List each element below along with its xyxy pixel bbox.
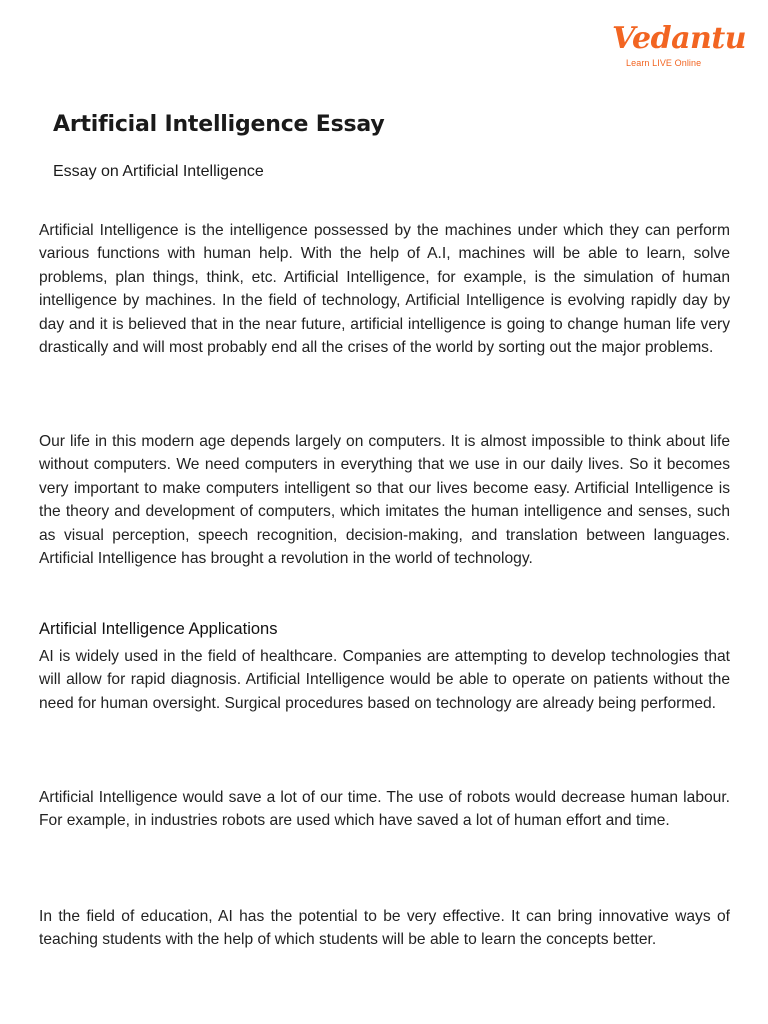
logo-tagline: Learn LIVE Online <box>626 58 702 68</box>
paragraph-modern-life: Our life in this modern age depends largely on computers. It is almost impossible to think about life without computers. We need computers in everything that we use in our daily lives. So it becomes very important to make computers intelligent so that our lives become easy. Artificial Intelligence is the theory and development of computers, which imitates the human intelligence and senses, such as visual perception, speech recognition, decision-making, and translation between languages. Artificial Intelligence has brought a revolution in the world of technology. <box>39 433 730 568</box>
paragraph-education: In the field of education, AI has the potential to be very effective. It can bring innovative ways of teaching students with the help of which students will be able to learn the concepts better. <box>39 908 730 949</box>
logo-wordmark: Vedantu <box>612 21 747 56</box>
section-heading: Artificial Intelligence Applications <box>39 620 278 638</box>
paragraph-healthcare: AI is widely used in the field of healthcare. Companies are attempting to develop technologies that will allow for rapid diagnosis. Artificial Intelligence would be able to operate on patients without the need for human oversight. Surgical procedures based on technology are already being performed. <box>39 648 730 712</box>
paragraph-save-time: Artificial Intelligence would save a lot of our time. The use of robots would decrease human labour. For example, in industries robots are used which have saved a lot of human effort and time. <box>39 789 730 830</box>
page-title: Artificial Intelligence Essay <box>53 112 385 137</box>
paragraph-intro: Artificial Intelligence is the intelligence possessed by the machines under which they can perform various functions with human help. With the help of A.I, machines will be able to learn, solve problems, plan things, think, etc. Artificial Intelligence, for example, is the simulation of human intelligence by machines. In the field of technology, Artificial Intelligence is evolving rapidly day by day and it is believed that in the near future, artificial intelligence is going to change human life very drastically and will most probably end all the crises of the world by sorting out the major problems. <box>39 222 730 357</box>
page-subtitle: Essay on Artificial Intelligence <box>53 163 264 180</box>
vedantu-logo <box>612 21 747 72</box>
